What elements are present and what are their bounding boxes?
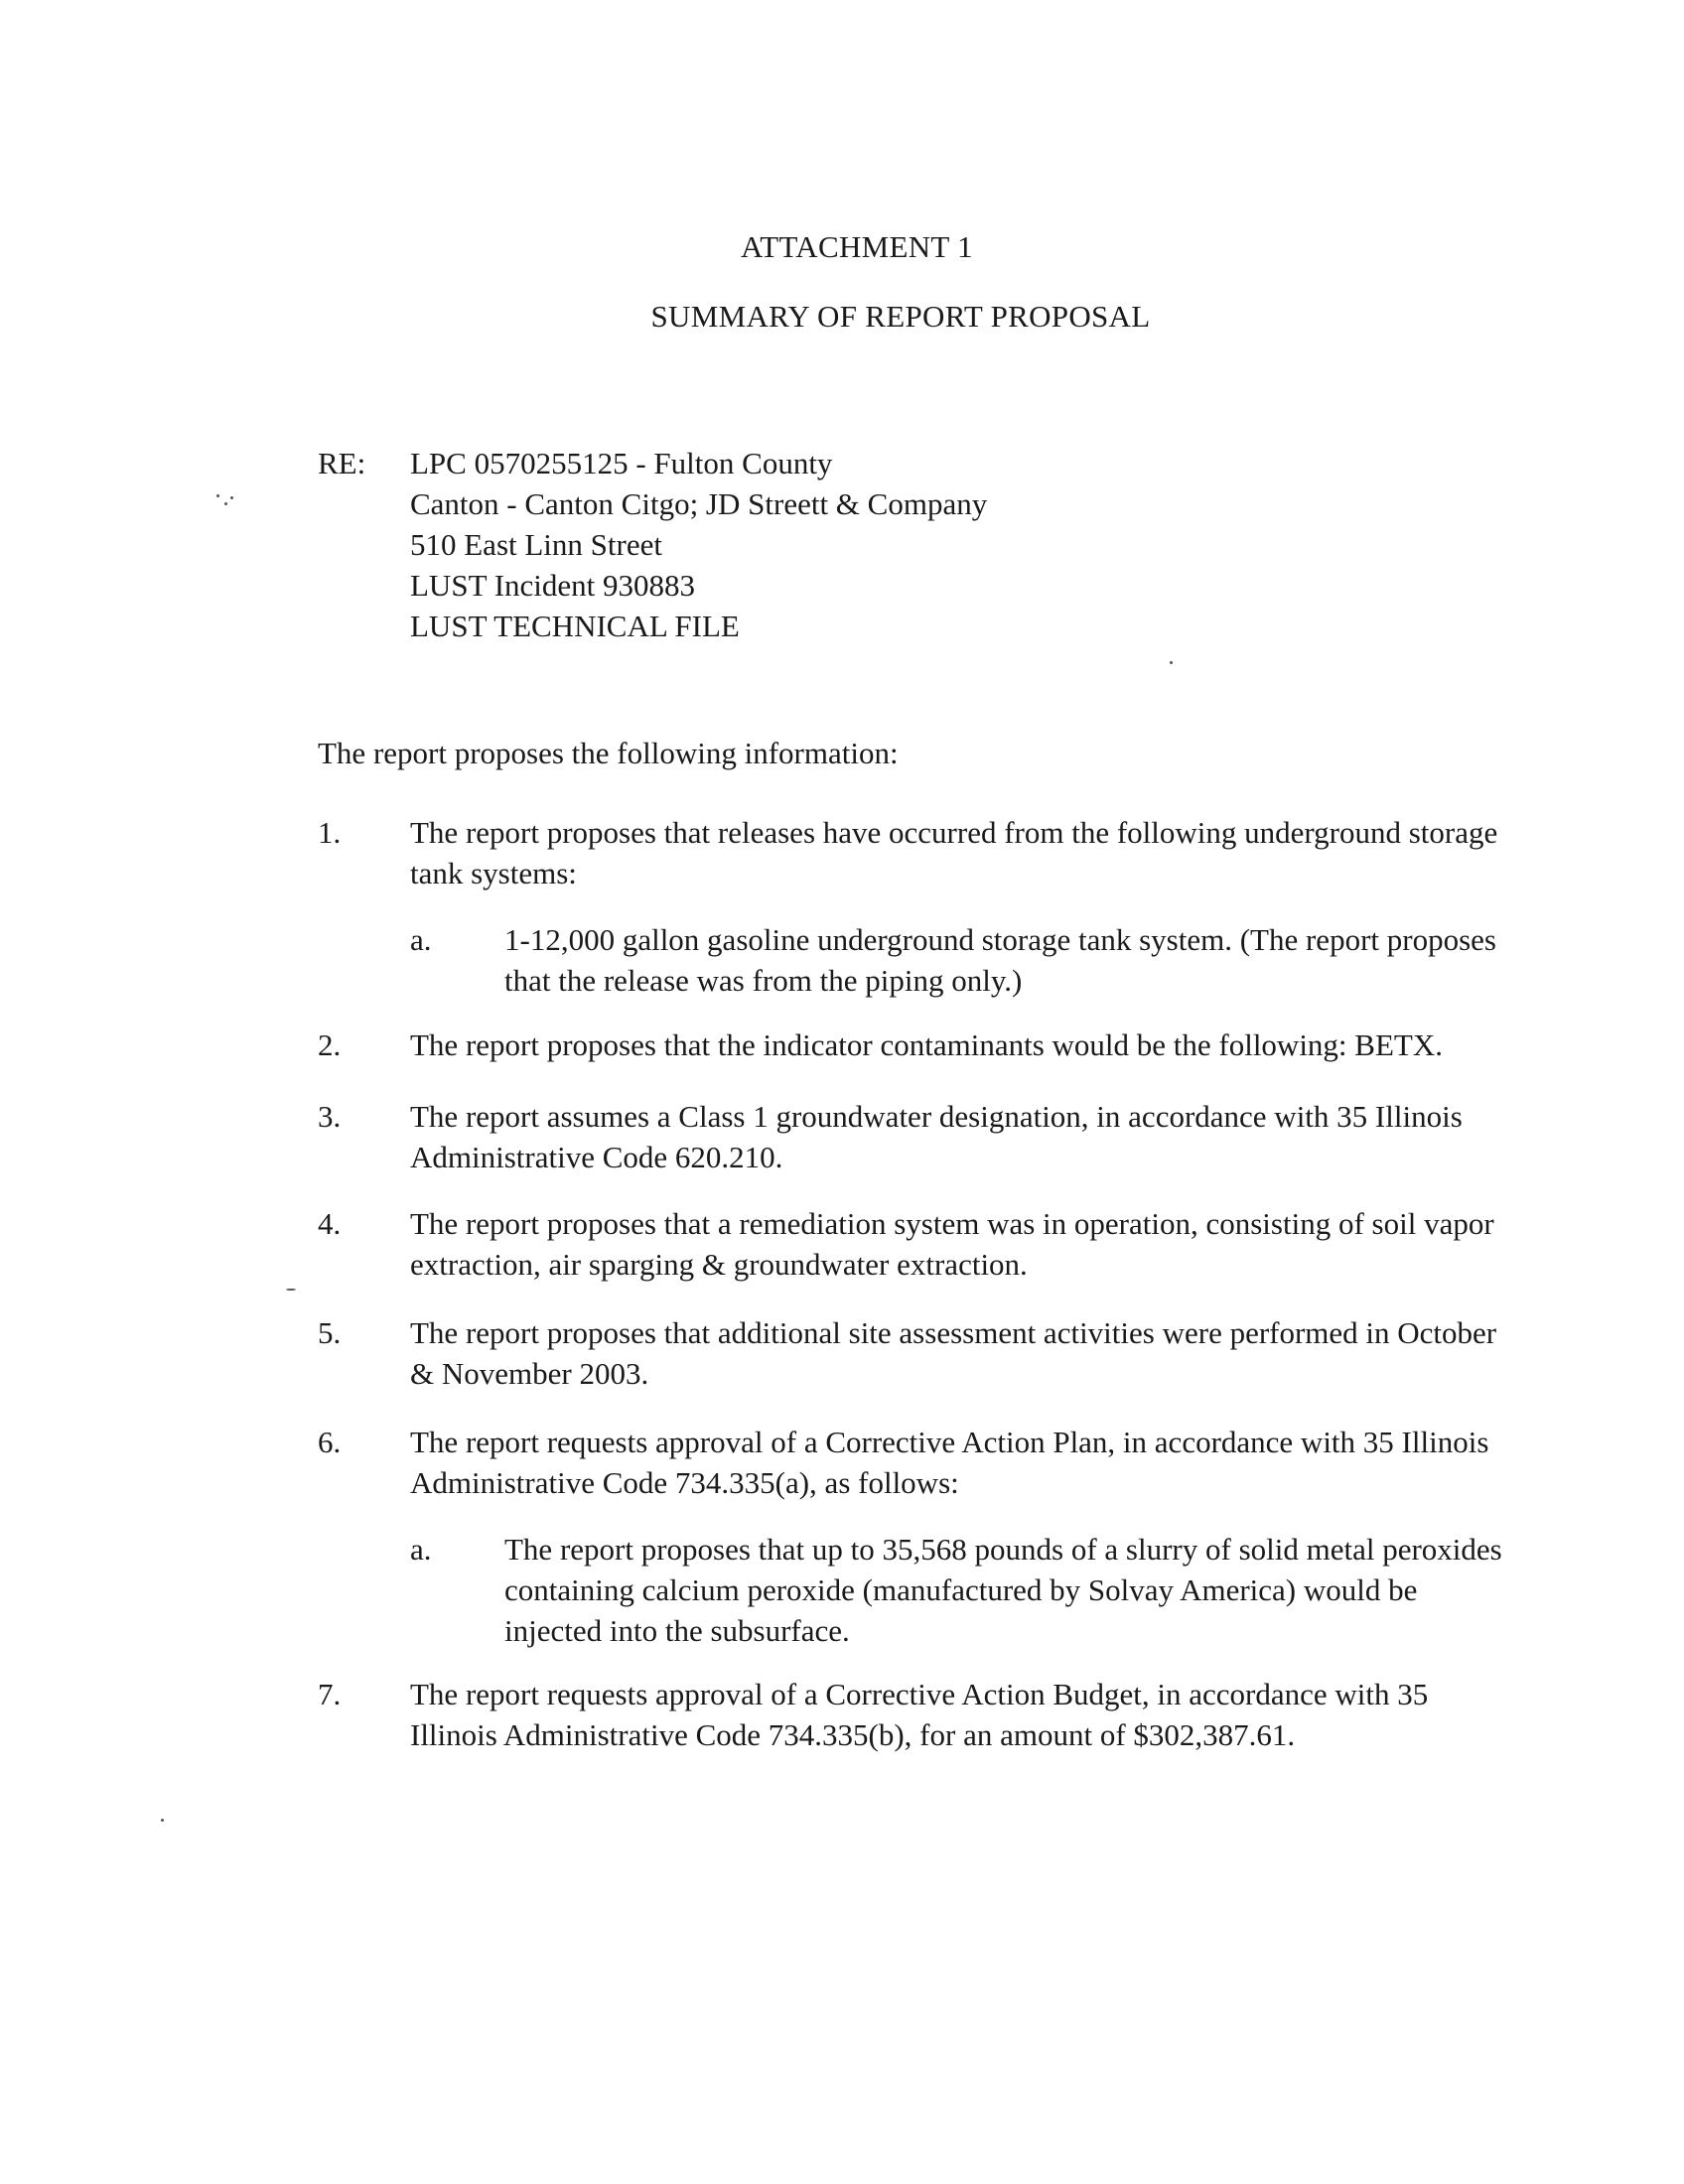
item-number: 1. [318,815,342,850]
item-number: 2. [318,1027,342,1062]
item-number: 5. [318,1315,342,1350]
re-line: LUST Incident 930883 [410,568,696,603]
sub-item-text: The report proposes that up to 35,568 pounds of a slurry of solid metal peroxides containing calcium peroxide (manufactured by Solvay America) would be injected into the subsurface. [504,1532,1502,1648]
re-label: RE: [318,446,366,480]
scan-speck [230,496,233,499]
sub-item-text: 1-12,000 gallon gasoline underground storage tank system. (The report proposes that the release was from the piping only.) [504,922,1496,998]
scan-speck [286,1289,296,1291]
document-subtitle: SUMMARY OF REPORT PROPOSAL [650,299,1151,334]
scan-speck [224,502,227,505]
item-number: 4. [318,1206,342,1241]
item-text: The report proposes that a remediation system was in operation, consisting of soil vapor extraction, air sparging & groundwater extraction. [410,1206,1494,1282]
attachment-title: ATTACHMENT 1 [741,229,973,264]
item-number: 6. [318,1425,342,1459]
sub-item-letter: a. [410,1532,432,1567]
re-line: 510 East Linn Street [410,527,662,562]
item-text: The report assumes a Class 1 groundwater designation, in accordance with 35 Illinois Administrative Code 620.210. [410,1099,1463,1174]
re-line: Canton - Canton Citgo; JD Streett & Company [410,486,988,521]
scan-speck [216,494,219,497]
scan-speck [1170,661,1173,664]
item-text: The report proposes that the indicator contaminants would be the following: BETX. [410,1027,1443,1062]
item-text: The report requests approval of a Corrective Action Budget, in accordance with 35 Illinois Administrative Code 734.335(b), for an amount of $302,387.61. [410,1677,1429,1752]
re-line: LPC 0570255125 - Fulton County [410,446,833,480]
item-number: 3. [318,1099,342,1134]
item-text: The report requests approval of a Corrective Action Plan, in accordance with 35 Illinois Administrative Code 734.335(a), as follows: [410,1425,1489,1500]
item-number: 7. [318,1677,342,1711]
re-line: LUST TECHNICAL FILE [410,609,740,643]
item-text: The report proposes that additional site assessment activities were performed in October & November 2003. [410,1315,1497,1391]
re-lines [410,443,987,646]
scan-speck [161,1819,164,1822]
intro-text: The report proposes the following information: [318,736,899,770]
sub-item-letter: a. [410,922,432,957]
item-text: The report proposes that releases have occurred from the following underground storage tank systems: [410,815,1498,890]
